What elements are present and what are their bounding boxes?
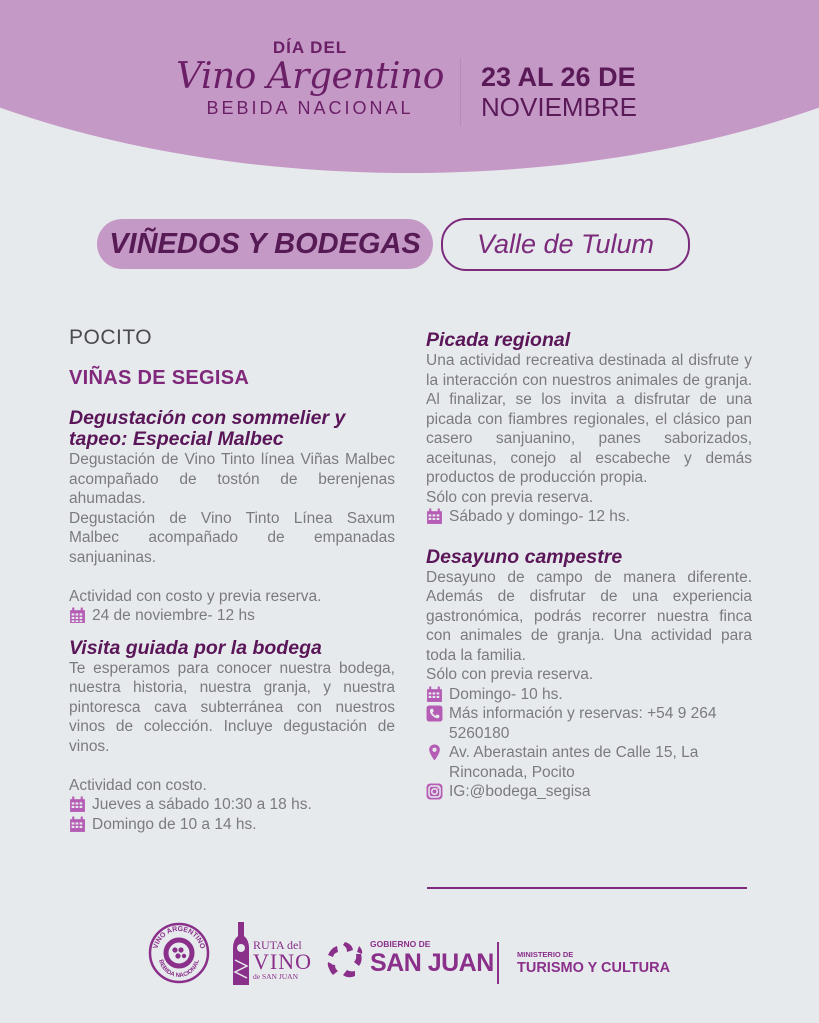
location-heading: POCITO [69,326,153,349]
activity-note: Actividad con costo. [69,776,207,794]
schedule-line: Domingo- 10 hs. [426,685,752,705]
wine-bottle-icon [232,922,250,986]
calendar-icon [69,796,86,813]
winery-name: VIÑAS DE SEGISA [69,366,250,389]
activity-breakfast [426,547,752,802]
calendar-icon [69,816,86,833]
event-logo [170,38,450,119]
activity-title: Visita guiada por la bodega [69,636,322,659]
section-divider [427,887,747,889]
date-month: NOVIEMBRE [481,92,638,122]
activity-note: Actividad con costo y previa reserva. [69,587,322,605]
activity-title: Desayuno campestre [426,545,623,568]
instagram-icon [426,783,443,800]
right-column [426,330,752,814]
calendar-icon [426,686,443,703]
activity-note: Sólo con previa reserva. [426,488,594,506]
activity-title: Picada regional [426,329,571,351]
activity-tasting [69,408,395,626]
activity-description: Degustación de Vino Tinto línea Viñas Malbec acompañado de tostón de berenjenas ahumadas. [69,451,395,507]
schedule-line: 24 de noviembre- 12 hs [69,606,395,626]
footer-divider [497,942,499,984]
ministerio-turismo-logo: MINISTERIO DE TURISMO Y CULTURA [517,950,671,976]
activity-picada [426,330,752,527]
date-range: 23 AL 26 DE [481,62,636,92]
location-pin-icon [426,744,443,761]
activity-description: Te esperamos para conocer nuestra bodega, nuestra historia, nuestra granja, y nuestra pintoresca cava subterránea con nuestros vinos de colección. Incluye degustación de vinos. [69,659,395,755]
schedule-line: Sábado y domingo- 12 hs. [426,507,752,527]
ruta-del-vino-logo: RUTA del VINO de SAN JUAN [253,938,312,981]
schedule-line: Domingo de 10 a 14 hs. [69,815,395,835]
calendar-icon [69,607,86,624]
event-title-line1: DÍA DEL [272,38,348,57]
event-title-script: Vino Argentino [176,56,444,97]
instagram-line: IG:@bodega_segisa [426,782,752,802]
address-line: Av. Aberastain antes de Calle 15, La Rinconada, Pocito [426,743,752,782]
phone-icon [426,705,443,722]
header-divider [460,58,461,126]
event-title-subtitle: BEBIDA NACIONAL [206,98,414,118]
schedule-line: Jueves a sábado 10:30 a 18 hs. [69,795,395,815]
activity-guided-tour [69,638,395,835]
event-dates [481,62,637,122]
svg-text:BEBIDA NACIONAL: BEBIDA NACIONAL [157,959,201,980]
san-juan-sun-icon [325,940,365,980]
activity-description: Una actividad recreativa destinada al disfrute y la interacción con nuestros animales de granja. Al finalizar, se los invita a disfrutar de una picada con fiambres regionales, el clásico pan casero sanjuanino, panes saborizados, aceitunas, conejo al escabeche y demás productos de producción propia. [426,352,752,486]
region-pill: Valle de Tulum [441,218,690,271]
category-pill: VIÑEDOS Y BODEGAS [97,219,433,269]
activity-title: Degustación con sommelier y tapeo: Especial Malbec [69,407,346,450]
phone-line: Más información y reservas: +54 9 264 5260180 [426,704,752,743]
calendar-icon [426,508,443,525]
activity-description: Desayuno de campo de manera diferente. Además de disfrutar de una experiencia gastronómica, podrás recorrer nuestra finca con animales de granja. Una actividad para toda la familia. [426,568,752,664]
left-column [69,328,395,846]
activity-description-2: Degustación de Vino Tinto Línea Saxum Malbec acompañado de empanadas sanjuaninas. [69,509,395,566]
svg-text:VINO ARGENTINO: VINO ARGENTINO [152,925,206,950]
gobierno-san-juan-logo: GOBIERNO DE SAN JUAN [370,939,494,977]
activity-note: Sólo con previa reserva. [426,666,594,683]
footer-logos [0,920,819,990]
vino-argentino-seal-logo [148,922,210,984]
